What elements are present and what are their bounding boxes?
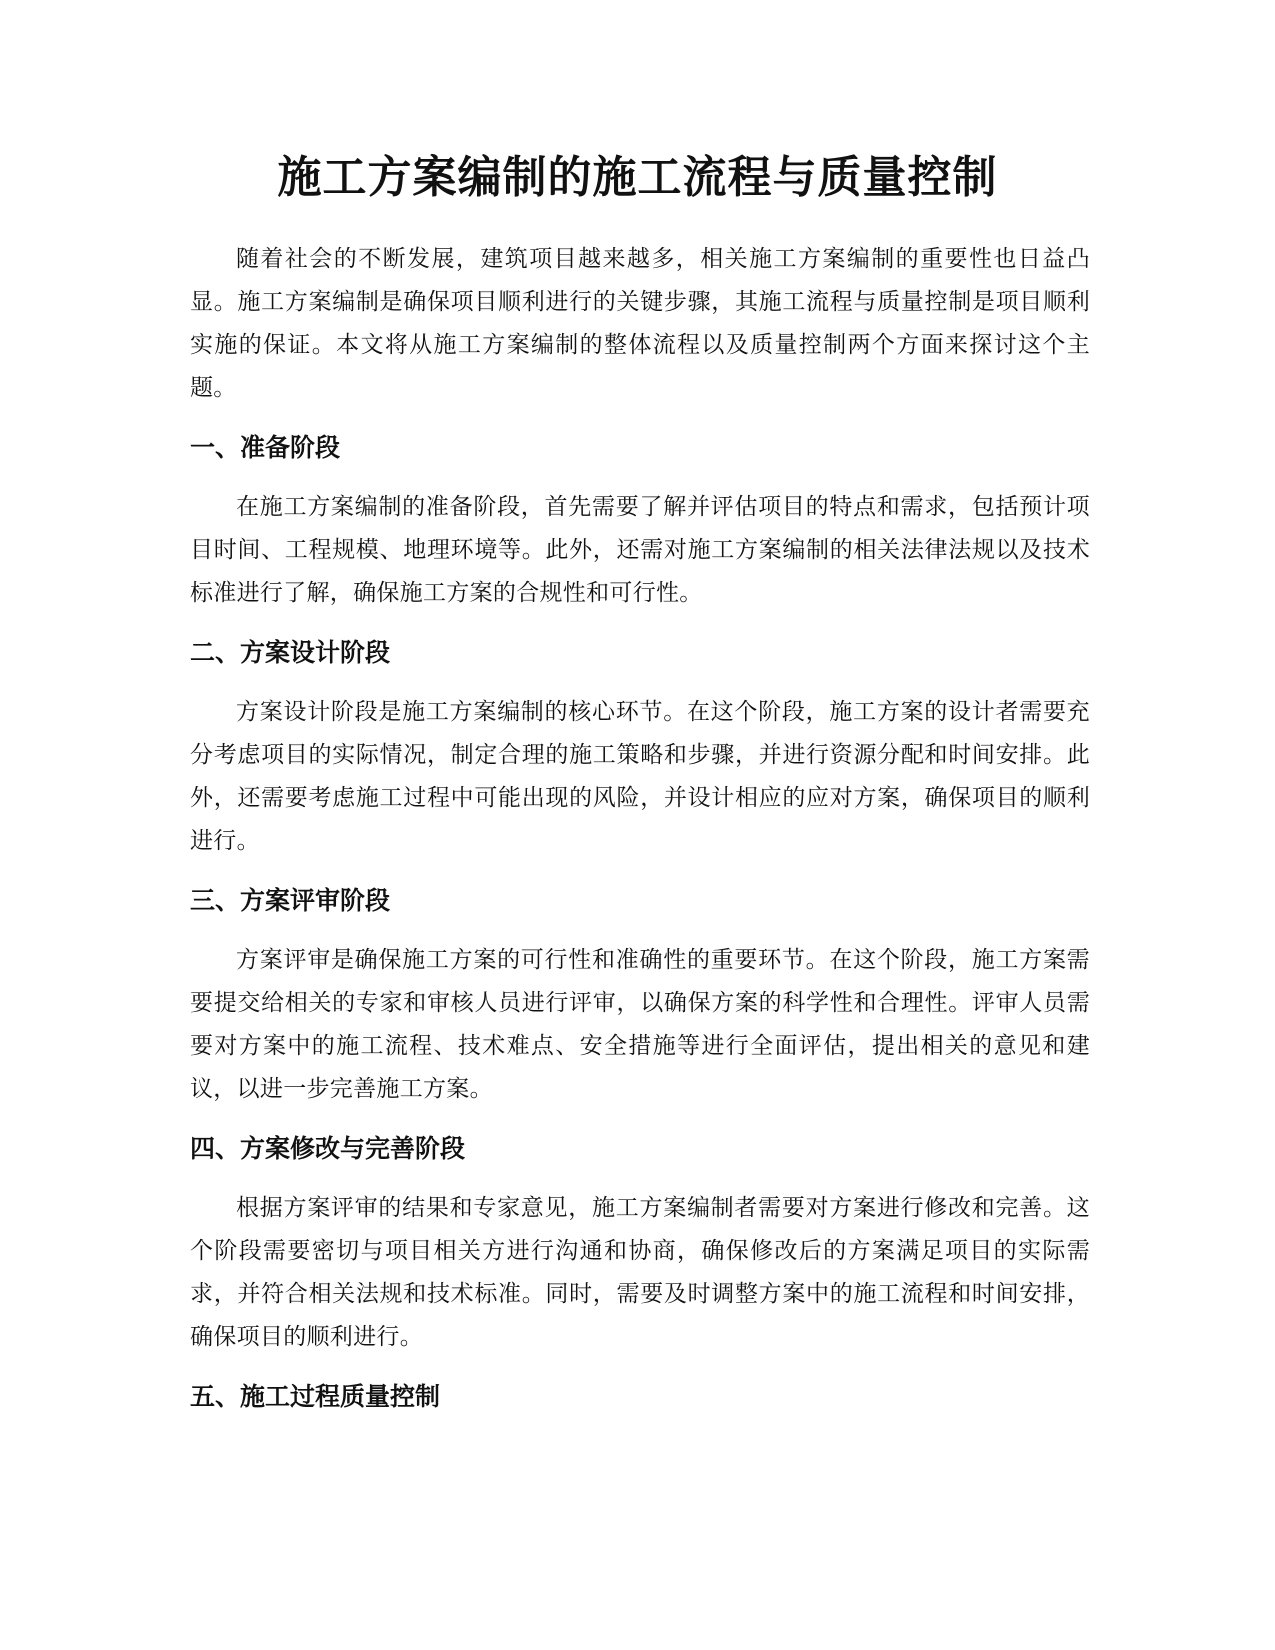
section-heading-1: 一、准备阶段 [190,433,341,462]
section-heading-5: 五、施工过程质量控制 [190,1382,441,1411]
section-heading-2: 二、方案设计阶段 [190,638,391,667]
document-body [190,238,1090,1417]
section-paragraph-4: 根据方案评审的结果和专家意见，施工方案编制者需要对方案进行修改和完善。这个阶段需要密切与项目相关方进行沟通和协商，确保修改后的方案满足项目的实际需求，并符合相关法规和技术标准。同时，需要及时调整方案中的施工流程和时间安排，确保项目的顺利进行。 [190,1195,1090,1350]
section-paragraph-2: 方案设计阶段是施工方案编制的核心环节。在这个阶段，施工方案的设计者需要充分考虑项目的实际情况，制定合理的施工策略和步骤，并进行资源分配和时间安排。此外，还需要考虑施工过程中可能出现的风险，并设计相应的应对方案，确保项目的顺利进行。 [190,699,1090,854]
section-heading-3: 三、方案评审阶段 [190,886,391,915]
document-title: 施工方案编制的施工流程与质量控制 [277,152,998,203]
section-paragraph-3: 方案评审是确保施工方案的可行性和准确性的重要环节。在这个阶段，施工方案需要提交给相关的专家和审核人员进行评审，以确保方案的科学性和合理性。评审人员需要对方案中的施工流程、技术难点、安全措施等进行全面评估，提出相关的意见和建议，以进一步完善施工方案。 [190,947,1090,1102]
section-heading-4: 四、方案修改与完善阶段 [190,1134,466,1163]
intro-paragraph: 随着社会的不断发展，建筑项目越来越多，相关施工方案编制的重要性也日益凸显。施工方案编制是确保项目顺利进行的关键步骤，其施工流程与质量控制是项目顺利实施的保证。本文将从施工方案编制的整体流程以及质量控制两个方面来探讨这个主题。 [190,246,1090,401]
section-paragraph-1: 在施工方案编制的准备阶段，首先需要了解并评估项目的特点和需求，包括预计项目时间、工程规模、地理环境等。此外，还需对施工方案编制的相关法律法规以及技术标准进行了解，确保施工方案的合规性和可行性。 [190,494,1090,606]
